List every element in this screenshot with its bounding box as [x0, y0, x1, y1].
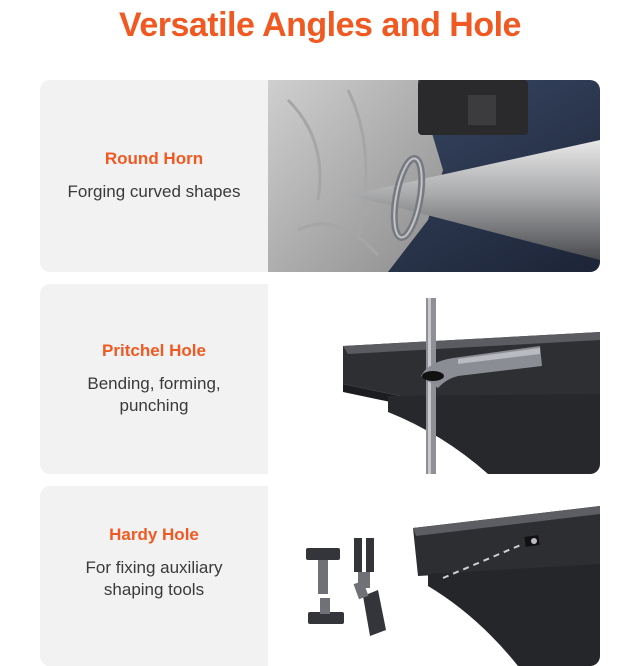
card-text — [40, 80, 268, 272]
card-text — [40, 284, 268, 474]
card-description — [87, 373, 220, 417]
card-description-line: shaping tools — [103, 580, 205, 599]
hardy-hole-photo — [268, 486, 600, 666]
card-title: Round Horn — [104, 149, 204, 168]
card-title: Hardy Hole — [109, 525, 199, 544]
card-title: Pritchel Hole — [102, 341, 206, 360]
card-text — [40, 486, 268, 640]
feature-card-round-horn — [40, 80, 600, 272]
round-horn-photo — [268, 80, 600, 272]
page-title: Versatile Angles and Hole — [119, 6, 521, 44]
card-description — [68, 181, 241, 203]
feature-card-hardy-hole — [40, 486, 600, 666]
card-description-line: For fixing auxiliary — [85, 558, 223, 577]
card-description-line: Bending, forming, — [87, 374, 221, 393]
card-description-line: Forging curved shapes — [67, 182, 241, 201]
card-description-line: punching — [119, 396, 189, 415]
card-description — [86, 557, 223, 601]
pritchel-hole-photo — [268, 284, 600, 474]
feature-card-pritchel-hole — [40, 284, 600, 474]
